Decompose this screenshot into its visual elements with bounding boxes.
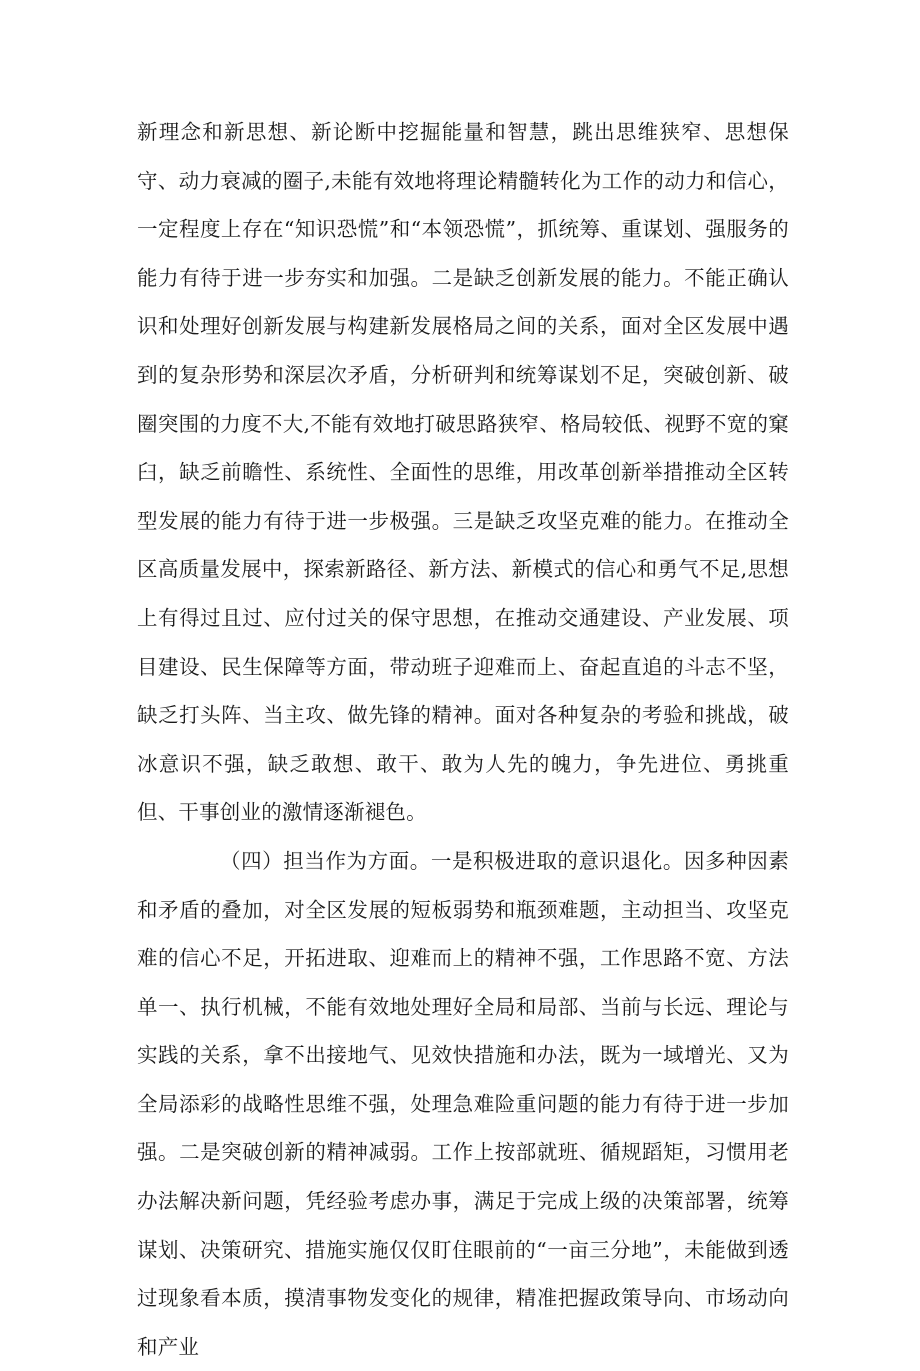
paragraph-responsibility-section: （四）担当作为方面。一是积极进取的意识退化。因多种因素和矛盾的叠加，对全区发展的短板弱势和瓶颈难题，主动担当、攻坚克难的信心不足，开拓进取、迎难而上的精神不强，工作思路不宽、方法单一、执行机械，不能有效地处理好全局和局部、当前与长远、理论与实践的关系，拿不出接地气、见效快措施和办法，既为一域增光、又为全局添彩的战略性思维不强，处理急难险重问题的能力有待于进一步加强。二是突破创新的精神减弱。工作上按部就班、循规蹈矩，习惯用老办法解决新问题，凭经验考虑办事，满足于完成上级的决策部署，统筹谋划、决策研究、措施实施仅仅盯住眼前的“一亩三分地”，未能做到透过现象看本质，摸清事物发变化的规律，精准把握政策导向、市场动向和产业	[137, 848, 789, 1359]
paragraph-capability-issues: 新理念和新思想、新论断中挖掘能量和智慧，跳出思维狭窄、思想保守、动力衰减的圈子,未能有效地将理论精髓转化为工作的动力和信心，一定程度上存在“知识恐慌”和“本领恐慌”，抓统筹、重谋划、强服务的能力有待于进一步夯实和加强。二是缺乏创新发展的能力。不能正确认识和处理好创新发展与构建新发展格局之间的关系，面对全区发展中遇到的复杂形势和深层次矛盾，分析研判和统筹谋划不足，突破创新、破圈突围的力度不大,不能有效地打破思路狭窄、格局较低、视野不宽的窠臼，缺乏前瞻性、系统性、全面性的思维，用改革创新举措推动全区转型发展的能力有待于进一步极强。三是缺乏攻坚克难的能力。在推动全区高质量发展中，探索新路径、新方法、新模式的信心和勇气不足,思想上有得过且过、应付过关的保守思想，在推动交通建设、产业发展、项目建设、民生保障等方面，带动班子迎难而上、奋起直追的斗志不坚，缺乏打头阵、当主攻、做先锋的精神。面对各种复杂的考验和挑战，破冰意识不强，缺乏敢想、敢干、敢为人先的魄力，争先进位、勇挑重但、干事创业的激情逐渐褪色。	[137, 120, 789, 825]
document-page	[137, 108, 789, 1371]
